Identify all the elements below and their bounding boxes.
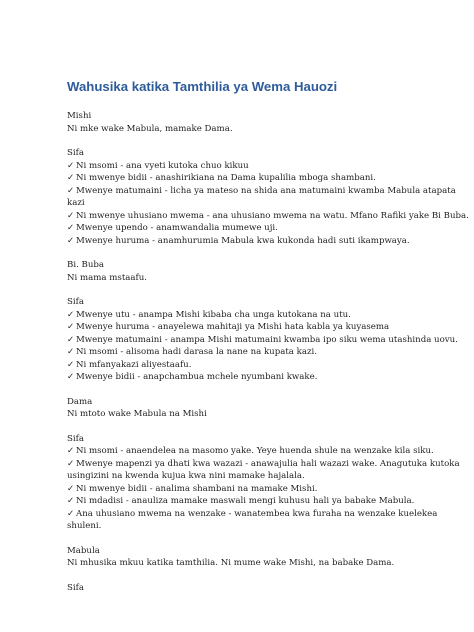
trait-text: Ni msomi - ana vyeti kutoka chuo kikuu [76,160,249,171]
document-page [67,78,469,594]
trait-text: Ni msomi - alisoma hadi darasa la nane na kupata kazi. [76,347,317,357]
sifa-label: Sifa [67,433,84,444]
trait-text: Mwenye utu - anampa Mishi kibaba cha unga kutokana na utu. [76,309,351,320]
character-heading: Mishi [67,111,92,121]
trait-item [67,160,417,173]
trait-text: Ni mdadisi - anauliza mamake maswali mengi kuhusu hali ya babake Mabula. [76,496,415,506]
trait-item [67,371,417,384]
trait-item [67,359,417,372]
trait-item [67,309,417,322]
trait-item [67,483,417,496]
check-icon: ✓ [67,372,75,382]
trait-text: Mwenye mapenzi ya dhati kwa wazazi - anawajulia hali wazazi wake. Anagutuka kutoka [76,458,460,469]
character-section-bi-buba [67,259,458,384]
character-heading: Bi. Buba [67,260,105,270]
check-icon: ✓ [67,223,75,233]
trait-text: Mwenye matumaini - licha ya mateso na shida ana matumaini kwamba Mabula atapata [76,185,456,196]
trait-item [67,346,417,359]
trait-continuation: shuleni. [67,521,102,531]
sifa-label: Sifa [67,297,84,307]
trait-text: Ni msomi - anaendelea na masomo yake. Yeye huenda shule na wenzake kila siku. [76,446,434,456]
check-icon: ✓ [67,458,75,469]
check-icon: ✓ [67,322,75,332]
character-description: Ni mama mstaafu. [67,272,147,283]
trait-text: Ni mwenye uhusiano mwema - ana uhusiano mwema na watu. Mfano Rafiki yake Bi Buba. [76,210,469,221]
sifa-label: Sifa [67,582,84,593]
character-section-dama [67,396,460,533]
trait-text: Ni mfanyakazi aliyestaafu. [76,359,192,370]
check-icon: ✓ [67,235,75,246]
check-icon: ✓ [67,508,75,519]
trait-item [67,495,417,508]
character-section-mabula [67,545,417,595]
check-icon: ✓ [67,446,75,456]
trait-item [67,321,417,334]
trait-text: Mwenye matumaini - anampa Mishi matumaini kwamba ipo siku wema utashinda uovu. [76,334,458,345]
trait-text: Ana uhusiano mwema na wenzake - wanatembea kwa furaha na wenzake kuelekea [76,508,438,519]
check-icon: ✓ [67,359,75,370]
trait-text: Mwenye huruma - anayelewa mahitaji ya Mishi hata kabla ya kuyasema [76,322,390,332]
trait-item [67,508,438,521]
trait-text: Mwenye huruma - anamhurumia Mabula kwa kukonda hadi suti ikampwaya. [76,235,410,246]
check-icon: ✓ [67,210,75,221]
sifa-label: Sifa [67,148,84,158]
check-icon: ✓ [67,483,75,494]
document-title: Wahusika katika Tamthilia ya Wema Hauozi [67,79,338,94]
trait-text: Ni mwenye bidii - anashirikiana na Dama kupalilia mboga shambani. [76,173,376,183]
character-heading: Mabula [67,545,100,556]
check-icon: ✓ [67,160,75,171]
character-section-mishi [67,110,469,247]
trait-text: Mwenye upendo - anamwandalia mumewe uji. [76,223,278,233]
character-heading: Dama [67,396,93,407]
trait-text: Ni mwenye bidii - analima shambani na mamake Mishi. [76,483,318,494]
check-icon: ✓ [67,173,75,183]
trait-continuation: kazi [67,198,85,208]
trait-item [67,458,460,471]
character-description: Ni mke wake Mabula, mamake Dama. [67,123,233,134]
character-description: Ni mtoto wake Mabula na Mishi [67,409,207,419]
character-description: Ni mhusika mkuu katika tamthilia. Ni mume wake Mishi, na babake Dama. [67,558,395,568]
check-icon: ✓ [67,334,75,345]
trait-item [67,210,469,223]
check-icon: ✓ [67,347,75,357]
trait-continuation: usingizini na kwenda kujua kwa nini mamake hajalala. [67,471,305,481]
check-icon: ✓ [67,496,75,506]
check-icon: ✓ [67,185,75,196]
trait-item [67,235,417,248]
trait-item [67,334,458,347]
trait-item [67,222,417,235]
trait-text: Mwenye bidii - anapchambua mchele nyumbani kwake. [76,372,318,382]
trait-item [67,172,417,185]
trait-item [67,185,456,198]
check-icon: ✓ [67,309,75,320]
trait-item [67,445,434,458]
